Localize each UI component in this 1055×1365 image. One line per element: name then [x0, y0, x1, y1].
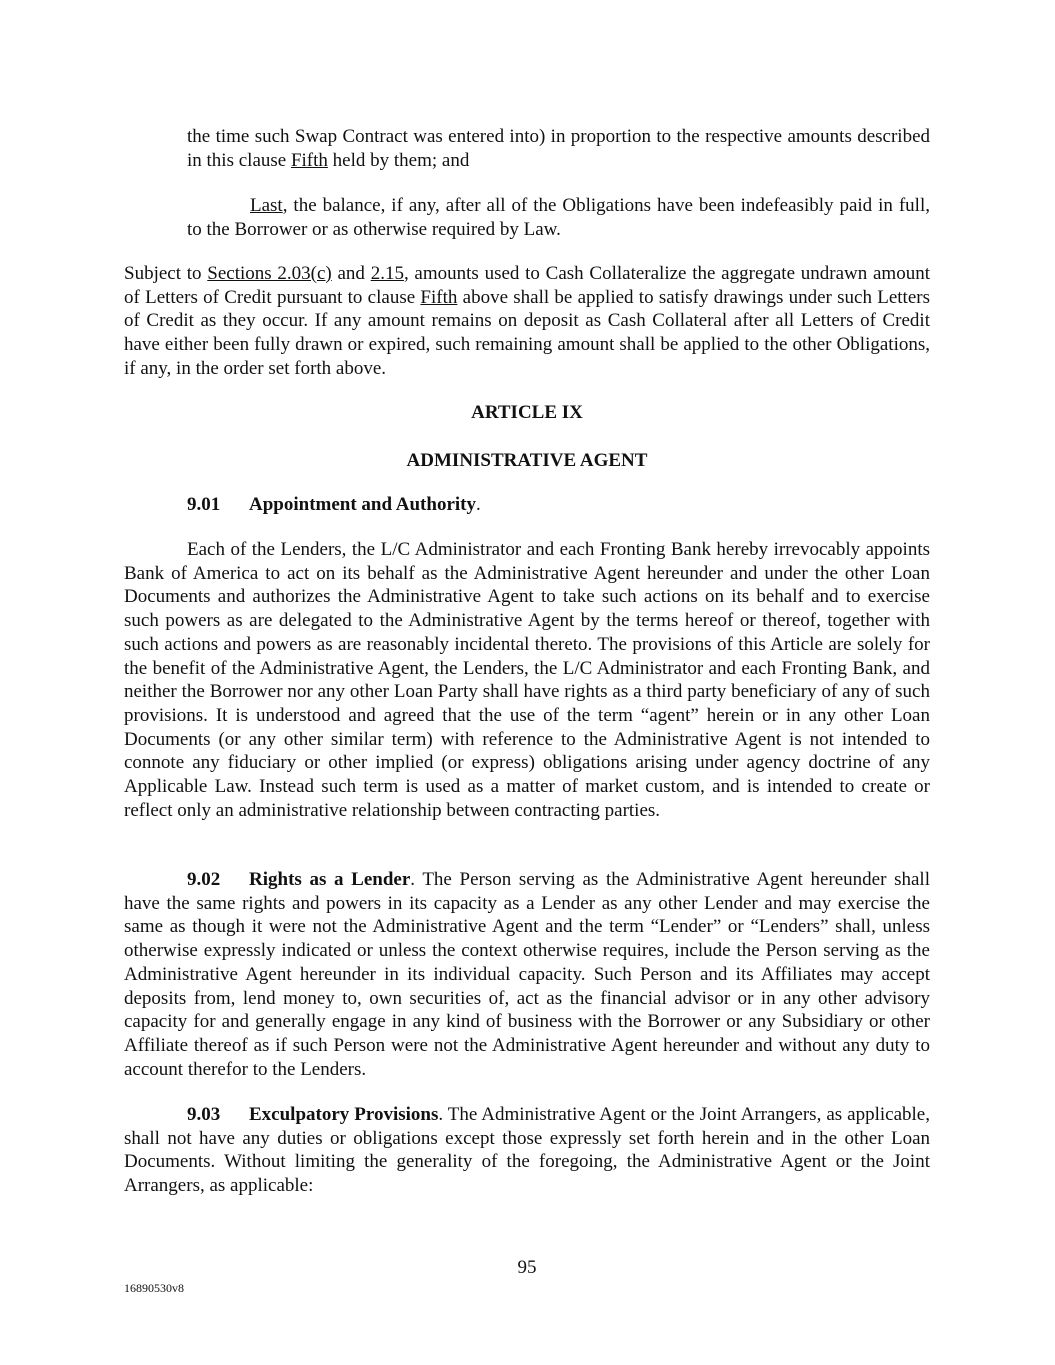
clause-fifth-reference: Fifth — [290, 149, 328, 171]
page-number: 95 — [517, 1257, 537, 1278]
section-reference-2-03c: Sections 2.03(c) — [207, 263, 332, 284]
clause-fifth-text: the time such Swap Contract was entered into) in proportion to the respective amounts described in this clause — [187, 126, 930, 171]
article-title: ADMINISTRATIVE AGENT — [406, 450, 648, 471]
section-body: . The Person serving as the Administrative Agent hereunder shall have the same rights and powers in its capacity as a Lender as any other Lender and may exercise the same as though it were not the Administrative Agent and the term “Lender” or “Lenders” shall, unless otherwise expressly indicated or unless the context otherwise requires, include the Person serving as the Administrative Agent hereunder in its individual capacity. Such Person and its Affiliates may accept deposits from, lend money to, own securities of, act as the financial advisor or in any other advisory capacity for and generally engage in any kind of business with the Borrower or any Subsidiary or other Affiliate thereof as if such Person were not the Administrative Agent hereunder and without any duty to account therefor to the Lenders. — [124, 869, 930, 1080]
section-9-03 — [124, 1103, 930, 1198]
document-id: 16890530v8 — [124, 1281, 184, 1295]
section-number: 9.02 — [187, 869, 221, 890]
subject-to-paragraph — [124, 262, 930, 381]
clause-last-text: , the balance, if any, after all of the Obligations have been indefeasibly paid in full, to the Borrower or as otherwise required by Law. — [187, 195, 930, 240]
clause-last-label: Last — [250, 195, 283, 216]
clause-fifth-reference-2: Fifth — [420, 286, 458, 308]
section-number: 9.03 — [187, 1104, 221, 1125]
article-number: ARTICLE IX — [471, 402, 583, 423]
clause-fifth-text-end: held by them; and — [327, 149, 470, 171]
section-body: . The Administrative Agent or the Joint Arrangers, as applicable, shall not have any duties or obligations except those expressly set forth herein and in the other Loan Documents. Without limiting the generality of the foregoing, the Administrative Agent or the Joint Arrangers, as applicable: — [124, 1104, 930, 1197]
subject-text-1: Subject to — [124, 263, 208, 284]
section-title: Exculpatory Provisions — [249, 1104, 439, 1125]
section-title: Appointment and Authority — [249, 494, 476, 515]
section-title: Rights as a Lender — [249, 869, 411, 890]
subject-text-4: above shall be applied to satisfy drawings under such Letters of Credit as they occur. If any amount remains on deposit as Cash Collateral after all Letters of Credit have either been fully drawn or expired, such remaining amount shall be applied to the other Obligations, if any, in the order set forth above. — [124, 286, 930, 379]
subject-text-3: , amounts used to Cash Collateralize the aggregate undrawn amount of Letters of Credit pursuant to clause — [124, 263, 930, 308]
section-9-01-body: Each of the Lenders, the L/C Administrator and each Fronting Bank hereby irrevocably appoints Bank of America to act on its behalf as the Administrative Agent hereunder and under the other Loan Documents and authorizes the Administrative Agent to take such actions on its behalf and to exercise such powers as are delegated to the Administrative Agent by the terms hereof or thereof, together with such actions and powers as are reasonably incidental thereto. The provisions of this Article are solely for the benefit of the Administrative Agent, the Lenders, the L/C Administrator and each Fronting Bank, and neither the Borrower nor any other Loan Party shall have rights as a third party beneficiary of any of such provisions. It is understood and agreed that the use of the term “agent” herein or in any other Loan Documents (or any other similar term) with reference to the Administrative Agent is not intended to connote any fiduciary or other implied (or express) obligations arising under agency doctrine of any Applicable Law. Instead such term is used as a matter of market custom, and is intended to create or reflect only an administrative relationship between contracting parties. — [124, 539, 930, 821]
clause-fifth-continuation — [187, 125, 930, 172]
subject-text-2: and — [331, 263, 371, 284]
section-number: 9.01 — [187, 494, 221, 515]
clause-last — [187, 194, 930, 241]
section-9-01-heading — [187, 493, 930, 517]
section-9-02 — [124, 868, 930, 1081]
section-heading-period: . — [476, 494, 481, 515]
section-reference-2-15: 2.15 — [370, 263, 404, 284]
